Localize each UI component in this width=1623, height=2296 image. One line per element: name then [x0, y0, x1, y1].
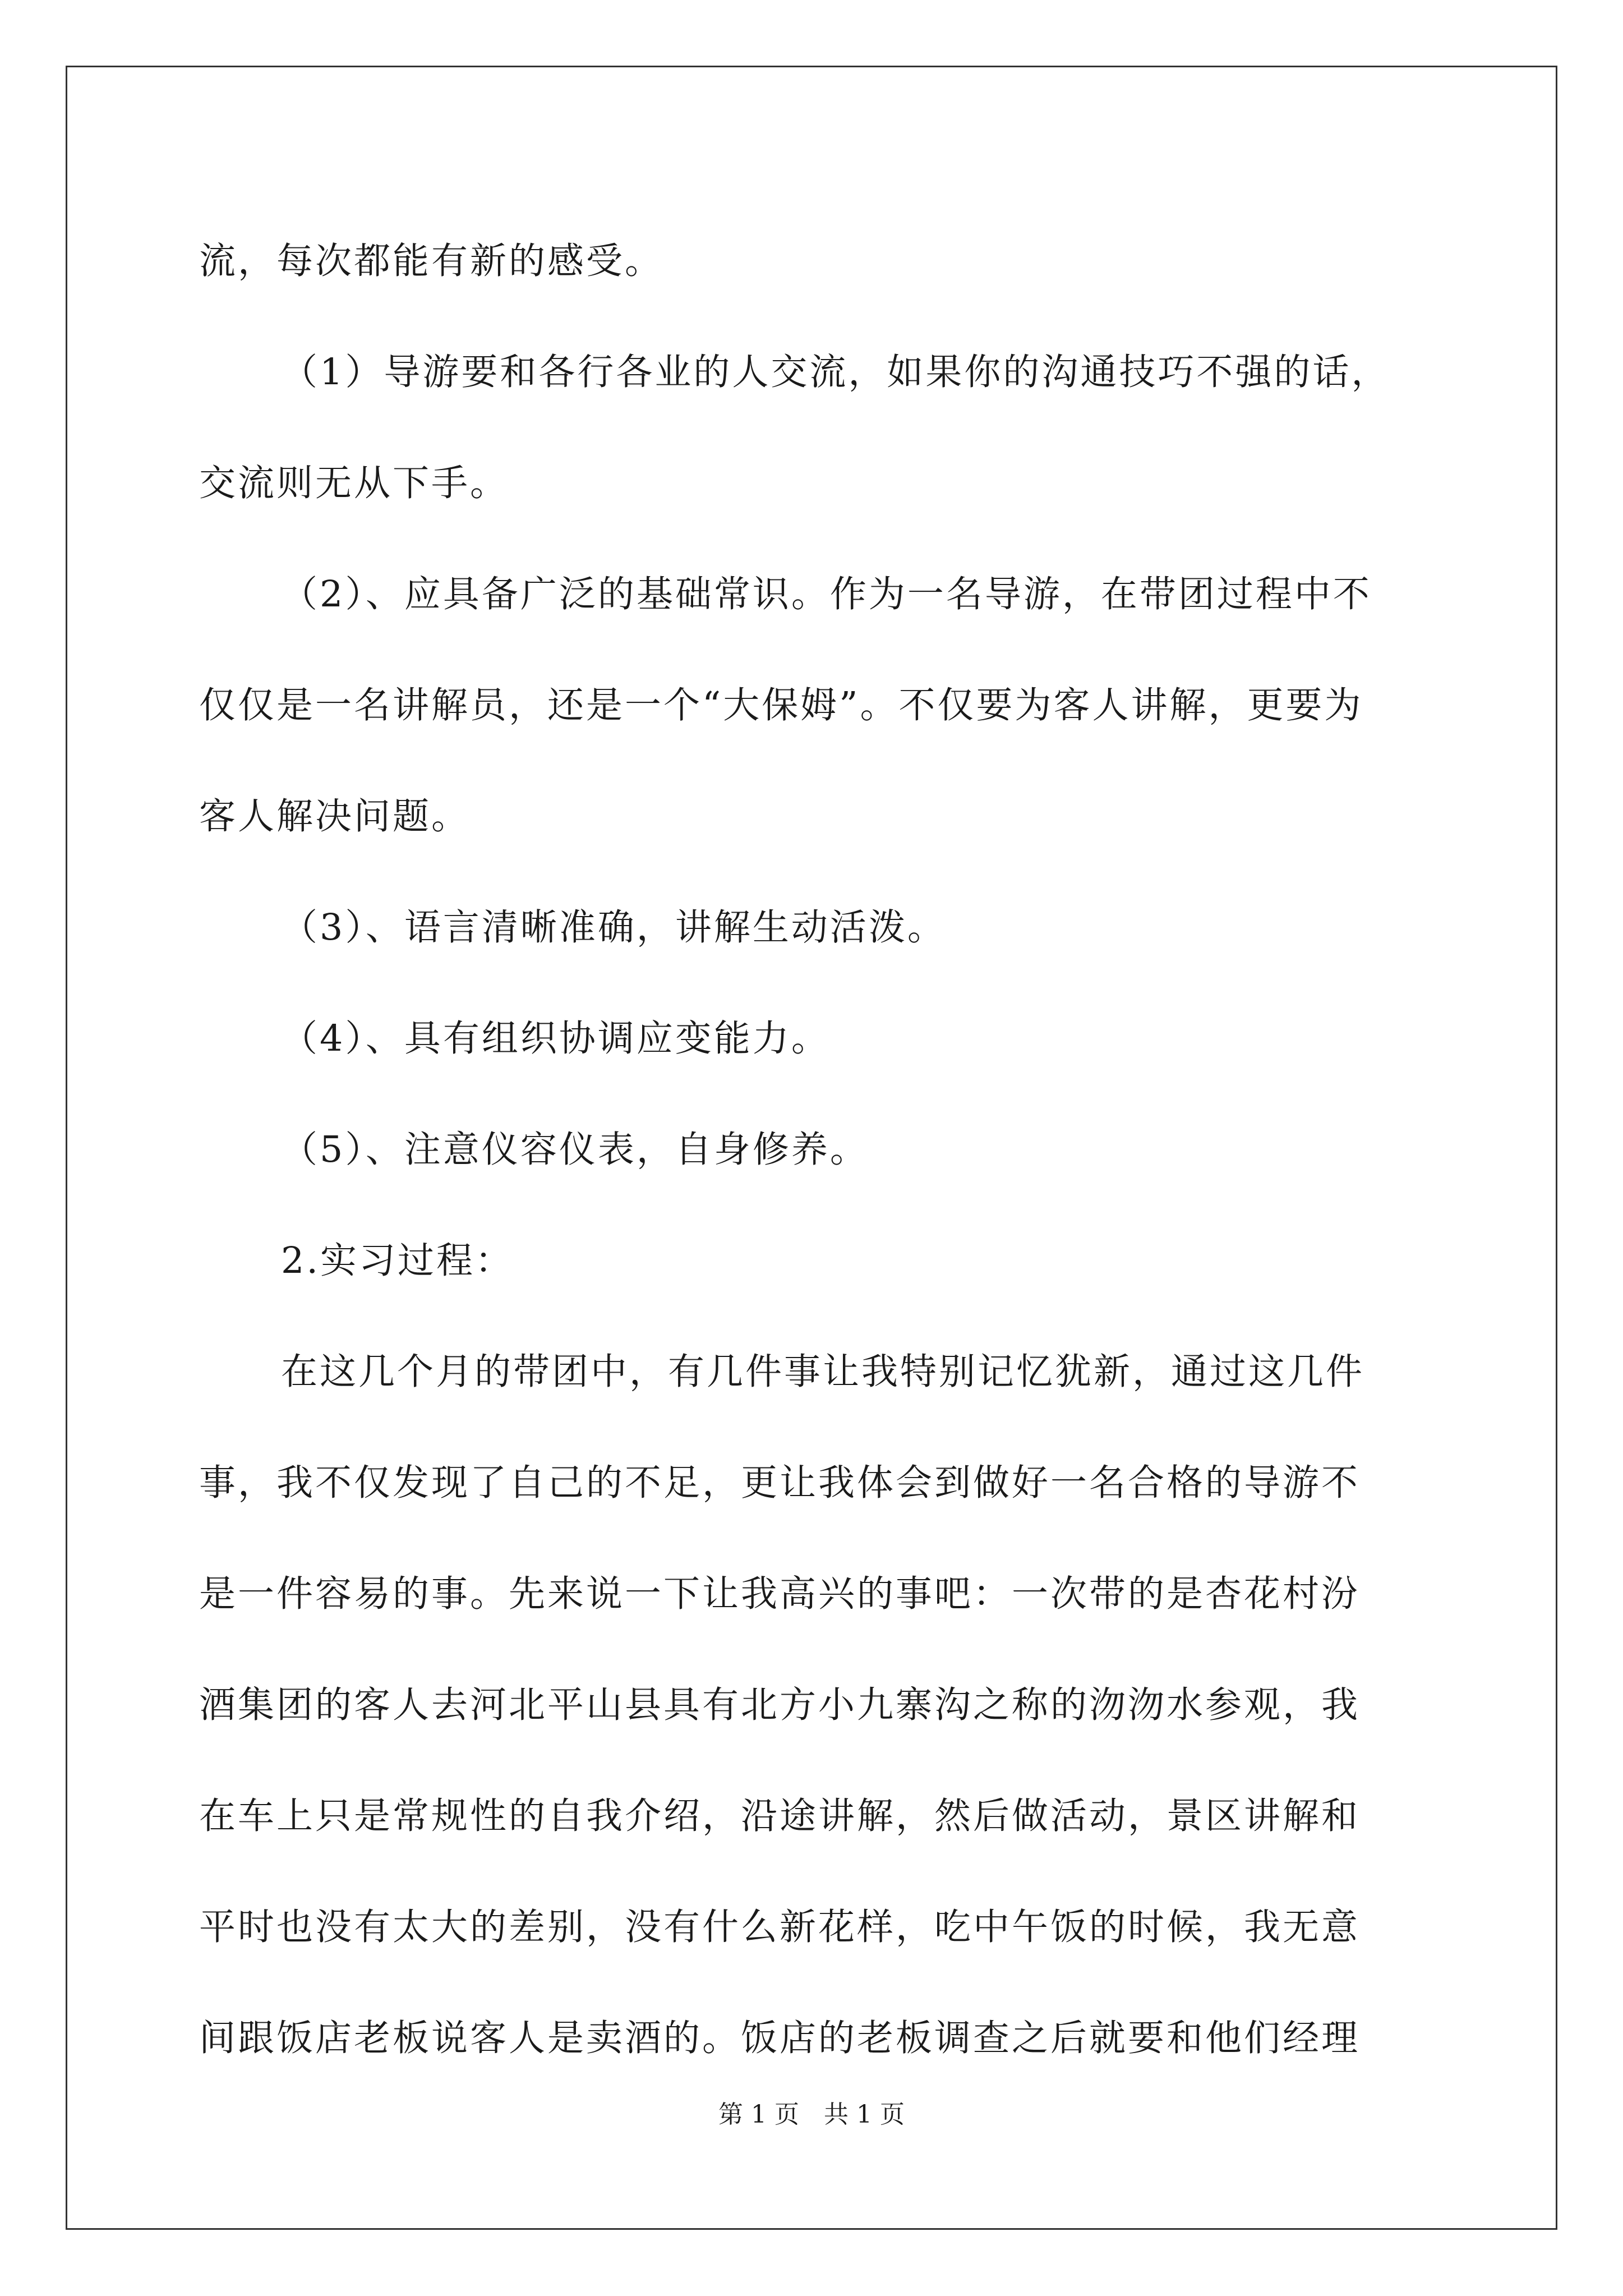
- text-line-16: 平时也没有太大的差别，没有什么新花样，吃中午饭的时候，我无意: [199, 1906, 1361, 1948]
- text-line-11: 在这几个月的带团中，有几件事让我特别记忆犹新，通过这几件: [281, 1351, 1365, 1393]
- document-body: [199, 206, 1427, 2094]
- text-line-1: 流，每次都能有新的感受。: [199, 240, 664, 282]
- page-number-footer: 第 1 页 共 1 页: [718, 2100, 905, 2129]
- text-line-13: 是一件容易的事。先来说一下让我高兴的事吧：一次带的是杏花村汾: [199, 1573, 1361, 1615]
- text-line-4: （2）、应具备广泛的基础常识。作为一名导游，在带团过程中不: [281, 573, 1372, 615]
- text-line-7: （3）、语言清晰准确，讲解生动活泼。: [281, 907, 946, 949]
- text-line-3: 交流则无从下手。: [199, 462, 509, 504]
- text-line-15: 在车上只是常规性的自我介绍，沿途讲解，然后做活动，景区讲解和: [199, 1795, 1361, 1837]
- text-line-9: （5）、注意仪容仪表，自身修养。: [281, 1129, 869, 1171]
- text-line-6: 客人解决问题。: [199, 795, 471, 838]
- text-line-12: 事，我不仅发现了自己的不足，更让我体会到做好一名合格的导游不: [199, 1462, 1361, 1504]
- section-heading: 2.实习过程：: [281, 1240, 514, 1282]
- text-line-17: 间跟饭店老板说客人是卖酒的。饭店的老板调查之后就要和他们经理: [199, 2017, 1361, 2059]
- text-line-5: 仅仅是一名讲解员，还是一个“大保姆”。不仅要为客人讲解，更要为: [199, 684, 1363, 726]
- text-line-2: （1）导游要和各行各业的人交流，如果你的沟通技巧不强的话，: [281, 351, 1390, 393]
- text-line-14: 酒集团的客人去河北平山县具有北方小九寨沟之称的沕沕水参观，我: [199, 1684, 1361, 1726]
- text-line-8: （4）、具有组织协调应变能力。: [281, 1018, 830, 1060]
